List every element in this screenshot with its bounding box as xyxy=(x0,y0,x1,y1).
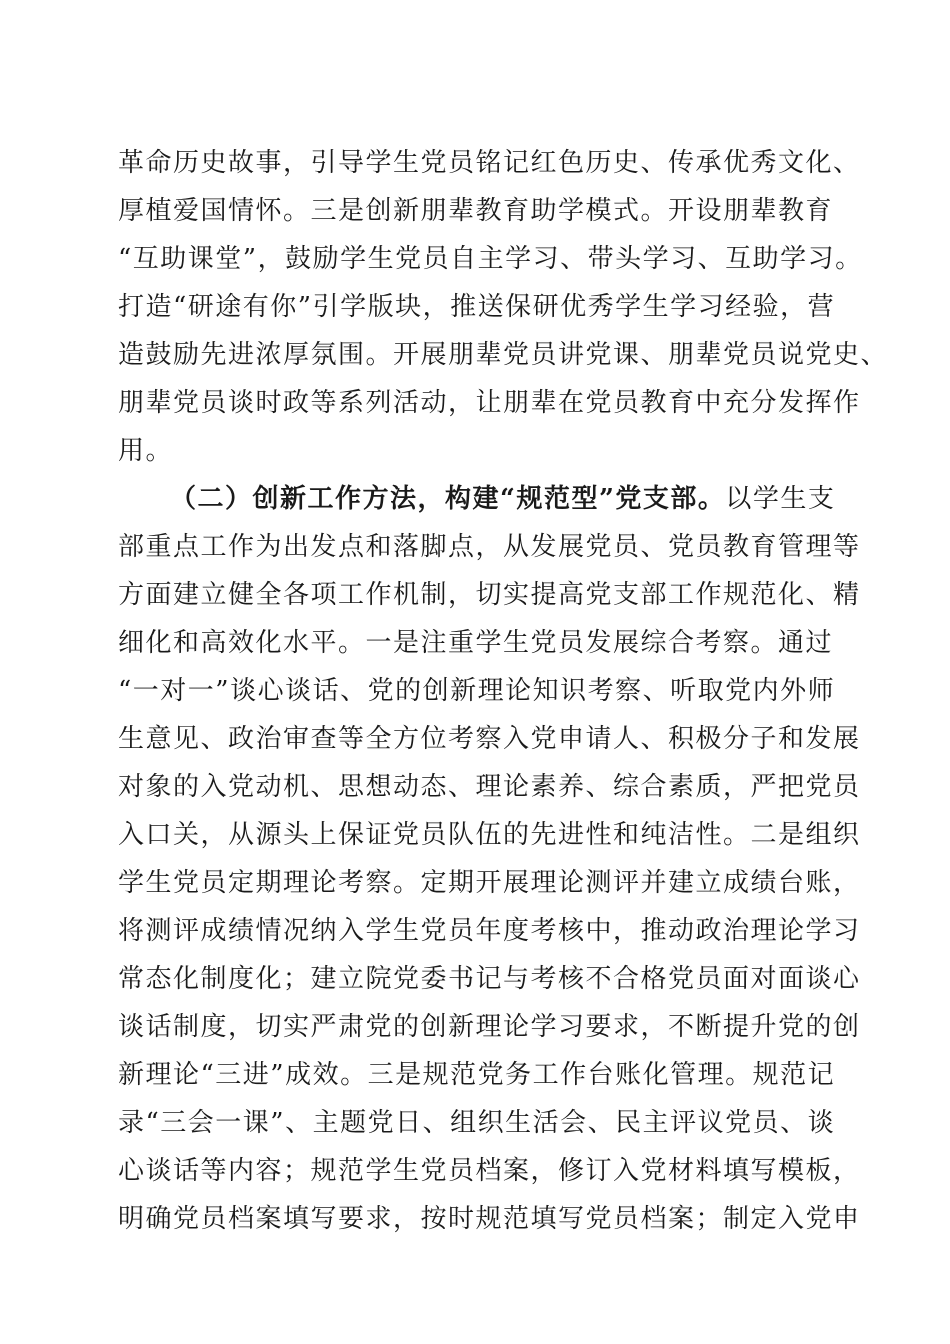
text-line: 新理论“三进”成效。三是规范党务工作台账化管理。规范记 xyxy=(118,1060,836,1090)
text-line: 朋辈党员谈时政等系列活动，让朋辈在党员教育中充分发挥作 xyxy=(118,388,861,418)
text-line: 常态化制度化；建立院党委书记与考核不合格党员面对面谈心 xyxy=(118,964,861,994)
text-line: 将测评成绩情况纳入学生党员年度考核中，推动政治理论学习 xyxy=(118,916,861,946)
text-line: 用。 xyxy=(118,436,174,466)
text-line: 录“三会一课”、主题党日、组织生活会、民主评议党员、谈 xyxy=(118,1108,836,1138)
text-line: 造鼓励先进浓厚氛围。开展朋辈党员讲党课、朋辈党员说党史、 xyxy=(118,340,889,370)
text-line: 学生党员定期理论考察。定期开展理论测评并建立成绩台账， xyxy=(118,868,861,898)
text-line: 生意见、政治审查等全方位考察入党申请人、积极分子和发展 xyxy=(118,724,861,754)
text-line: 打造“研途有你”引学版块，推送保研优秀学生学习经验，营 xyxy=(118,292,836,322)
text-line: 对象的入党动机、思想动态、理论素养、综合素质，严把党员 xyxy=(118,772,861,802)
text-line: 入口关，从源头上保证党员队伍的先进性和纯洁性。二是组织 xyxy=(118,820,861,850)
text-line: 革命历史故事，引导学生党员铭记红色历史、传承优秀文化、 xyxy=(118,148,861,178)
text-line: 方面建立健全各项工作机制，切实提高党支部工作规范化、精 xyxy=(118,580,861,610)
section-heading: （二）创新工作方法，构建“规范型”党支部。 xyxy=(170,484,726,514)
section-heading-line xyxy=(170,481,835,517)
text-line: 厚植爱国情怀。三是创新朋辈教育助学模式。开设朋辈教育 xyxy=(118,196,834,226)
text-line: 细化和高效化水平。一是注重学生党员发展综合考察。通过 xyxy=(118,628,834,658)
text-line: 谈话制度，切实严肃党的创新理论学习要求，不断提升党的创 xyxy=(118,1012,861,1042)
text-line: “互助课堂”，鼓励学生党员自主学习、带头学习、互助学习。 xyxy=(118,244,863,274)
text-fragment: 以学生支 xyxy=(725,484,836,514)
text-line: 明确党员档案填写要求，按时规范填写党员档案；制定入党申 xyxy=(118,1204,861,1234)
text-line: “一对一”谈心谈话、党的创新理论知识考察、听取党内外师 xyxy=(118,676,836,706)
text-line: 心谈话等内容；规范学生党员档案，修订入党材料填写模板， xyxy=(118,1156,861,1186)
text-line: 部重点工作为出发点和落脚点，从发展党员、党员教育管理等 xyxy=(118,532,861,562)
